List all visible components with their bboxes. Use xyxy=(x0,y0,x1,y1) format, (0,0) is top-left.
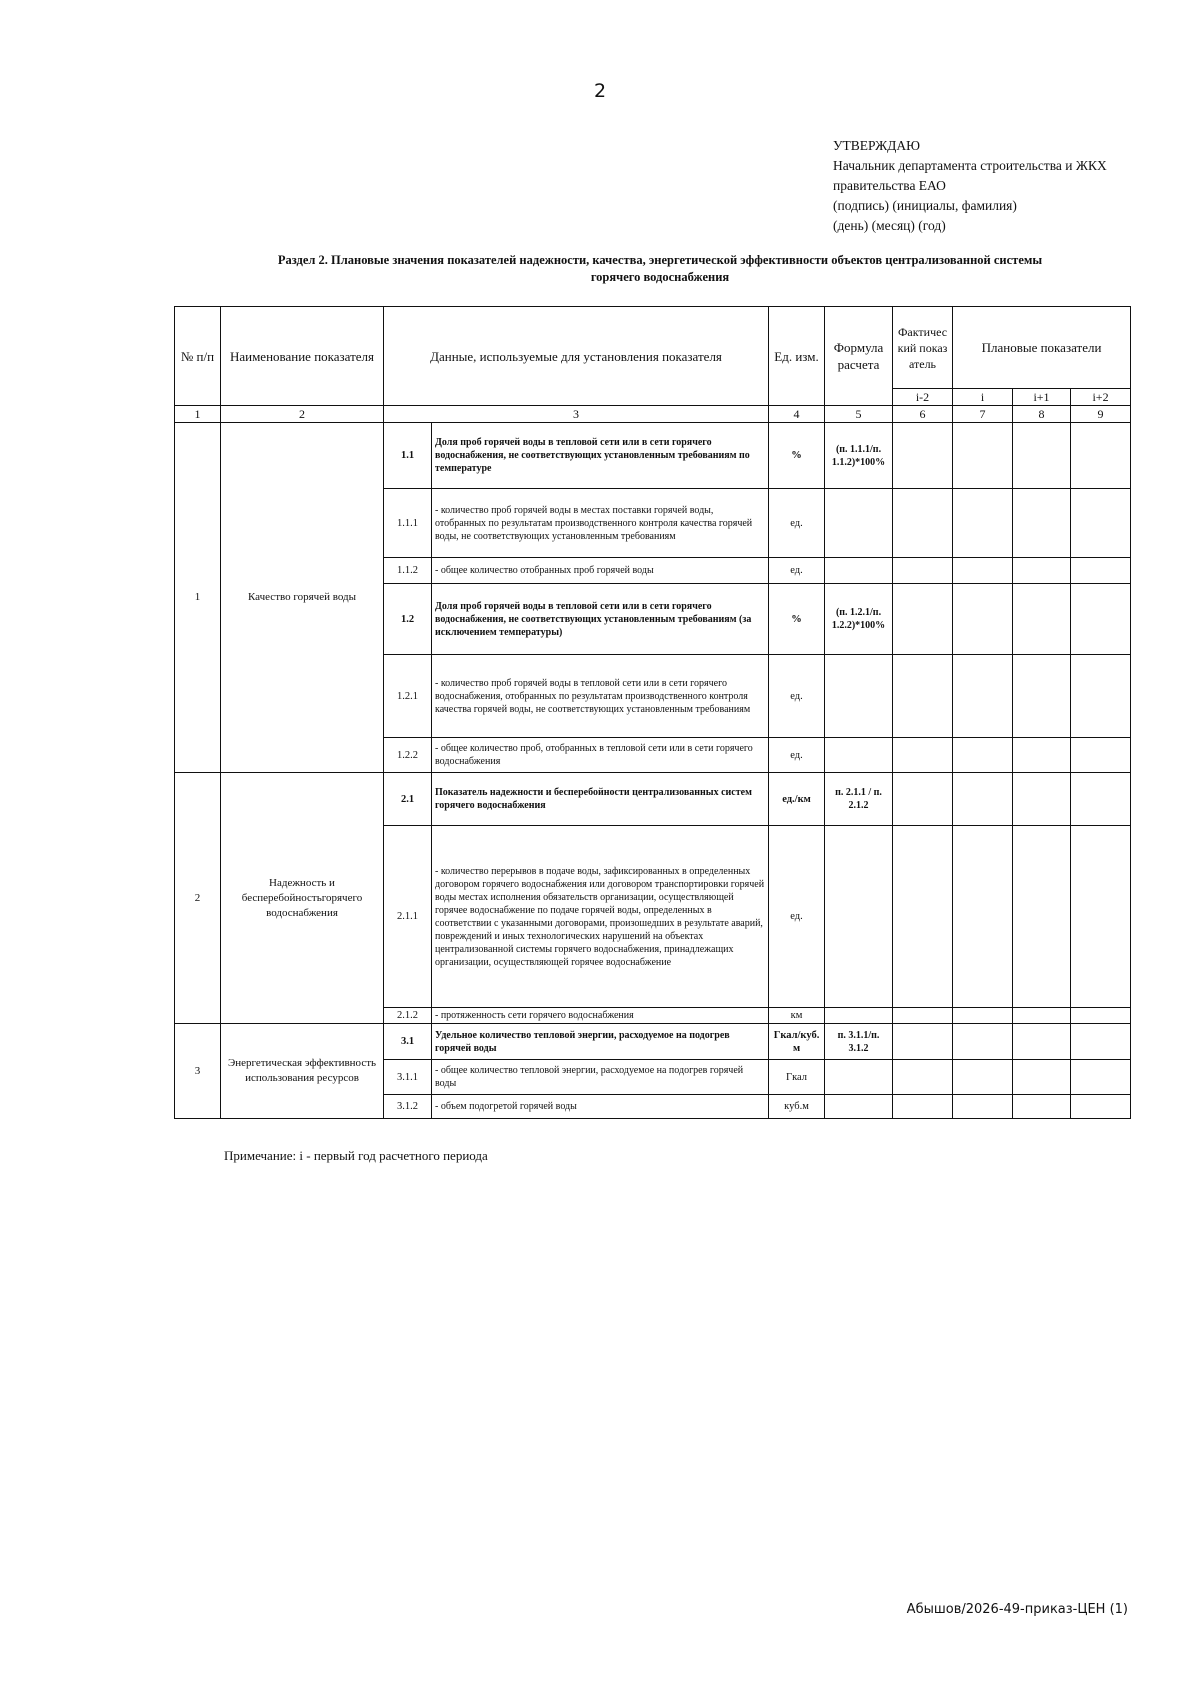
indicator-description: - количество перерывов в подаче воды, зафиксированных в определенных договором горячего водоснабжения или договором транспортировки горячей воды местах исполнения обязательств организации, осуществляющей горячее водоснабжение по подаче горячей воды, определенных в соответствии с указанными договорами, произошедших в результате аварий, повреждений и иных технологических нарушений на объектах централизованной системы горячего водоснабжения, принадлежащих организации, осуществляющей горячее водоснабжение xyxy=(432,826,769,1008)
header-plan-i: i xyxy=(953,389,1013,406)
table-row xyxy=(175,1024,1131,1060)
indicator-code: 3.1.1 xyxy=(384,1060,432,1095)
indicator-description: - общее количество тепловой энергии, расходуемое на подогрев горячей воды xyxy=(432,1060,769,1095)
unit-of-measure: км xyxy=(769,1008,825,1024)
calculation-formula xyxy=(825,489,893,558)
plan-i2-cell xyxy=(1071,738,1131,773)
plan-i1-cell xyxy=(1013,1095,1071,1119)
group-number: 3 xyxy=(175,1024,221,1119)
document-id: Абышов/2026-49-приказ-ЦЕН (1) xyxy=(906,1602,1128,1617)
plan-i1-cell xyxy=(1013,655,1071,738)
calculation-formula xyxy=(825,655,893,738)
plan-i2-cell xyxy=(1071,558,1131,584)
group-number: 2 xyxy=(175,773,221,1024)
indicator-description: - количество проб горячей воды в местах поставки горячей воды, отобранных по результатам производственного контроля качества горячей воды, не соответствующих установленным требованиям xyxy=(432,489,769,558)
plan-i2-cell xyxy=(1071,584,1131,655)
unit-of-measure: % xyxy=(769,423,825,489)
header-formula: Формула расчета xyxy=(825,307,893,406)
plan-i-cell xyxy=(953,773,1013,826)
plan-i-cell xyxy=(953,558,1013,584)
calculation-formula xyxy=(825,738,893,773)
calculation-formula xyxy=(825,1008,893,1024)
calculation-formula xyxy=(825,1095,893,1119)
actual-value-cell xyxy=(893,738,953,773)
unit-of-measure: % xyxy=(769,584,825,655)
indicator-description: Показатель надежности и бесперебойности централизованных систем горячего водоснабжения xyxy=(432,773,769,826)
unit-of-measure: ед./км xyxy=(769,773,825,826)
column-number: 6 xyxy=(893,406,953,423)
plan-i1-cell xyxy=(1013,489,1071,558)
plan-i1-cell xyxy=(1013,826,1071,1008)
plan-i1-cell xyxy=(1013,1008,1071,1024)
indicator-description: Удельное количество тепловой энергии, расходуемое на подогрев горячей воды xyxy=(432,1024,769,1060)
table-row xyxy=(175,773,1131,826)
actual-value-cell xyxy=(893,584,953,655)
actual-value-cell xyxy=(893,558,953,584)
plan-i2-cell xyxy=(1071,655,1131,738)
indicator-code: 3.1.2 xyxy=(384,1095,432,1119)
indicator-name: Энергетическая эффективность использования ресурсов xyxy=(221,1024,384,1119)
approval-date-line: (день) (месяц) (год) xyxy=(833,218,946,233)
indicator-description: - общее количество отобранных проб горячей воды xyxy=(432,558,769,584)
indicators-table xyxy=(174,306,1131,1119)
plan-i-cell xyxy=(953,655,1013,738)
calculation-formula: п. 2.1.1 / п. 2.1.2 xyxy=(825,773,893,826)
header-planned: Плановые показатели xyxy=(953,307,1131,389)
plan-i2-cell xyxy=(1071,1008,1131,1024)
column-number: 2 xyxy=(221,406,384,423)
indicator-code: 3.1 xyxy=(384,1024,432,1060)
indicator-code: 1.1 xyxy=(384,423,432,489)
header-plan-i2: i+2 xyxy=(1071,389,1131,406)
calculation-formula: п. 3.1.1/п. 3.1.2 xyxy=(825,1024,893,1060)
indicator-code: 1.2.1 xyxy=(384,655,432,738)
indicator-code: 1.1.1 xyxy=(384,489,432,558)
header-actual-period: i-2 xyxy=(893,389,953,406)
plan-i1-cell xyxy=(1013,558,1071,584)
calculation-formula: (п. 1.2.1/п. 1.2.2)*100% xyxy=(825,584,893,655)
header-actual: Фактический показатель xyxy=(893,307,953,389)
indicator-code: 2.1 xyxy=(384,773,432,826)
plan-i1-cell xyxy=(1013,738,1071,773)
actual-value-cell xyxy=(893,1095,953,1119)
actual-value-cell xyxy=(893,1024,953,1060)
plan-i-cell xyxy=(953,1095,1013,1119)
actual-value-cell xyxy=(893,1060,953,1095)
approval-organization: правительства ЕАО xyxy=(833,178,946,193)
unit-of-measure: ед. xyxy=(769,826,825,1008)
plan-i-cell xyxy=(953,1024,1013,1060)
plan-i2-cell xyxy=(1071,826,1131,1008)
plan-i-cell xyxy=(953,489,1013,558)
column-number: 7 xyxy=(953,406,1013,423)
indicator-name: Надежность и бесперебойностьгорячего водоснабжения xyxy=(221,773,384,1024)
header-unit: Ед. изм. xyxy=(769,307,825,406)
header-data: Данные, используемые для установления показателя xyxy=(384,307,769,406)
indicator-description: Доля проб горячей воды в тепловой сети или в сети горячего водоснабжения, не соответствующих установленным требованиям (за исключением температуры) xyxy=(432,584,769,655)
header-num: № п/п xyxy=(175,307,221,406)
indicator-description: Доля проб горячей воды в тепловой сети или в сети горячего водоснабжения, не соответствующих установленным требованиям по температуре xyxy=(432,423,769,489)
section-title-line-1: Раздел 2. Плановые значения показателей надежности, качества, энергетической эффективности объектов централизованной системы xyxy=(277,253,1043,267)
unit-of-measure: ед. xyxy=(769,489,825,558)
plan-i1-cell xyxy=(1013,773,1071,826)
plan-i-cell xyxy=(953,423,1013,489)
actual-value-cell xyxy=(893,423,953,489)
plan-i2-cell xyxy=(1071,773,1131,826)
page-number: 2 xyxy=(593,80,607,102)
plan-i1-cell xyxy=(1013,584,1071,655)
column-number: 8 xyxy=(1013,406,1071,423)
column-number: 1 xyxy=(175,406,221,423)
column-number-row xyxy=(175,406,1131,423)
calculation-formula xyxy=(825,558,893,584)
indicator-code: 1.2 xyxy=(384,584,432,655)
plan-i2-cell xyxy=(1071,489,1131,558)
indicator-description: - протяженность сети горячего водоснабжения xyxy=(432,1008,769,1024)
indicator-code: 1.2.2 xyxy=(384,738,432,773)
calculation-formula: (п. 1.1.1/п. 1.1.2)*100% xyxy=(825,423,893,489)
column-number: 9 xyxy=(1071,406,1131,423)
actual-value-cell xyxy=(893,655,953,738)
header-name: Наименование показателя xyxy=(221,307,384,406)
section-title xyxy=(180,252,1140,286)
plan-i1-cell xyxy=(1013,1060,1071,1095)
plan-i2-cell xyxy=(1071,423,1131,489)
unit-of-measure: ед. xyxy=(769,655,825,738)
plan-i1-cell xyxy=(1013,423,1071,489)
plan-i-cell xyxy=(953,1008,1013,1024)
footnote: Примечание: i - первый год расчетного периода xyxy=(224,1148,488,1163)
plan-i-cell xyxy=(953,826,1013,1008)
group-number: 1 xyxy=(175,423,221,773)
column-number: 5 xyxy=(825,406,893,423)
column-number: 4 xyxy=(769,406,825,423)
indicator-description: - общее количество проб, отобранных в тепловой сети или в сети горячего водоснабжения xyxy=(432,738,769,773)
plan-i-cell xyxy=(953,738,1013,773)
approval-heading: УТВЕРЖДАЮ xyxy=(833,138,921,153)
column-number: 3 xyxy=(384,406,769,423)
approval-signature-line: (подпись) (инициалы, фамилия) xyxy=(833,198,1017,213)
header-plan-i1: i+1 xyxy=(1013,389,1071,406)
unit-of-measure: Гкал xyxy=(769,1060,825,1095)
plan-i2-cell xyxy=(1071,1024,1131,1060)
indicator-code: 2.1.2 xyxy=(384,1008,432,1024)
plan-i-cell xyxy=(953,1060,1013,1095)
approval-position: Начальник департамента строительства и ЖКХ xyxy=(833,158,1107,173)
unit-of-measure: ед. xyxy=(769,558,825,584)
indicator-name: Качество горячей воды xyxy=(221,423,384,773)
plan-i2-cell xyxy=(1071,1095,1131,1119)
section-title-line-2: горячего водоснабжения xyxy=(590,270,730,284)
actual-value-cell xyxy=(893,489,953,558)
actual-value-cell xyxy=(893,1008,953,1024)
indicator-description: - количество проб горячей воды в тепловой сети или в сети горячего водоснабжения, отобранных по результатам производственного контроля качества горячей воды, не соответствующих установленным требованиям xyxy=(432,655,769,738)
unit-of-measure: куб.м xyxy=(769,1095,825,1119)
approval-block xyxy=(833,136,1193,236)
plan-i2-cell xyxy=(1071,1060,1131,1095)
indicator-description: - объем подогретой горячей воды xyxy=(432,1095,769,1119)
table-row xyxy=(175,423,1131,489)
plan-i-cell xyxy=(953,584,1013,655)
calculation-formula xyxy=(825,1060,893,1095)
calculation-formula xyxy=(825,826,893,1008)
actual-value-cell xyxy=(893,773,953,826)
unit-of-measure: ед. xyxy=(769,738,825,773)
indicator-code: 2.1.1 xyxy=(384,826,432,1008)
actual-value-cell xyxy=(893,826,953,1008)
unit-of-measure: Гкал/куб. м xyxy=(769,1024,825,1060)
plan-i1-cell xyxy=(1013,1024,1071,1060)
indicator-code: 1.1.2 xyxy=(384,558,432,584)
